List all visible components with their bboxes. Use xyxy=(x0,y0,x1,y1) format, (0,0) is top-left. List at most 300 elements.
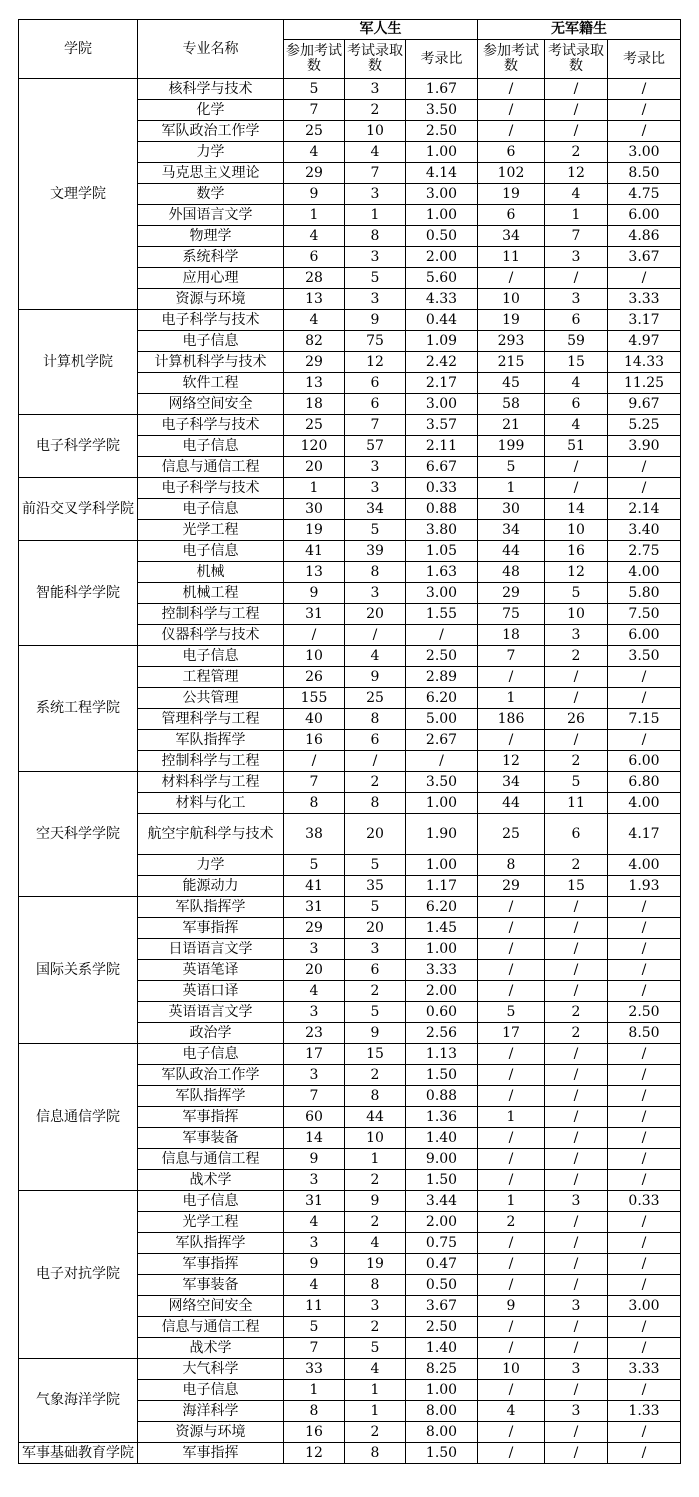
major-cell: 材料科学与工程 xyxy=(138,772,284,793)
military-applicants-cell: 16 xyxy=(284,1422,345,1443)
civilian-ratio-cell: 3.50 xyxy=(608,646,681,667)
civilian-applicants-cell: 34 xyxy=(478,520,545,541)
civilian-admitted-cell: / xyxy=(545,688,608,709)
civilian-ratio-cell: 3.33 xyxy=(608,1359,681,1380)
civilian-ratio-cell: / xyxy=(608,1212,681,1233)
civilian-applicants-cell: / xyxy=(478,960,545,981)
civilian-admitted-cell: / xyxy=(545,1086,608,1107)
table-row xyxy=(19,415,681,436)
military-admitted-cell: 75 xyxy=(345,331,406,352)
civilian-ratio-cell: 4.17 xyxy=(608,814,681,855)
military-ratio-cell: 1.05 xyxy=(406,541,478,562)
civilian-ratio-cell: 11.25 xyxy=(608,373,681,394)
major-cell: 外国语言文学 xyxy=(138,205,284,226)
military-admitted-cell: 44 xyxy=(345,1107,406,1128)
military-ratio-cell: 3.00 xyxy=(406,394,478,415)
military-ratio-cell: / xyxy=(406,625,478,646)
military-ratio-cell: 3.57 xyxy=(406,415,478,436)
military-admitted-cell: 9 xyxy=(345,310,406,331)
civilian-ratio-cell: / xyxy=(608,667,681,688)
civilian-applicants-cell: / xyxy=(478,1338,545,1359)
header-civilian-admitted: 考试录取数 xyxy=(545,40,608,79)
military-applicants-cell: 29 xyxy=(284,352,345,373)
major-cell: 军队政治工作学 xyxy=(138,121,284,142)
civilian-ratio-cell: 3.33 xyxy=(608,289,681,310)
major-cell: 军队指挥学 xyxy=(138,1086,284,1107)
civilian-admitted-cell: 3 xyxy=(545,289,608,310)
civilian-applicants-cell: 10 xyxy=(478,1359,545,1380)
military-applicants-cell: 155 xyxy=(284,688,345,709)
military-admitted-cell: 6 xyxy=(345,960,406,981)
civilian-admitted-cell: 3 xyxy=(545,247,608,268)
military-applicants-cell: 16 xyxy=(284,730,345,751)
civilian-admitted-cell: / xyxy=(545,1170,608,1191)
military-applicants-cell: 13 xyxy=(284,562,345,583)
military-admitted-cell: 34 xyxy=(345,499,406,520)
military-ratio-cell: 2.00 xyxy=(406,1212,478,1233)
college-cell: 前沿交叉学科学院 xyxy=(19,478,138,541)
civilian-admitted-cell: 12 xyxy=(545,163,608,184)
civilian-admitted-cell: 16 xyxy=(545,541,608,562)
major-cell: 军队指挥学 xyxy=(138,897,284,918)
military-ratio-cell: 3.00 xyxy=(406,184,478,205)
military-ratio-cell: 2.00 xyxy=(406,981,478,1002)
military-ratio-cell: 1.50 xyxy=(406,1065,478,1086)
major-cell: 公共管理 xyxy=(138,688,284,709)
table-row xyxy=(19,478,681,499)
major-cell: 马克思主义理论 xyxy=(138,163,284,184)
civilian-ratio-cell: 3.90 xyxy=(608,436,681,457)
major-cell: 信息与通信工程 xyxy=(138,457,284,478)
civilian-ratio-cell: / xyxy=(608,478,681,499)
military-ratio-cell: 3.50 xyxy=(406,772,478,793)
military-admitted-cell: 10 xyxy=(345,1128,406,1149)
military-applicants-cell: 28 xyxy=(284,268,345,289)
civilian-applicants-cell: 19 xyxy=(478,310,545,331)
civilian-ratio-cell: / xyxy=(608,1086,681,1107)
civilian-ratio-cell: / xyxy=(608,1275,681,1296)
civilian-ratio-cell: / xyxy=(608,1107,681,1128)
civilian-admitted-cell: 3 xyxy=(545,1191,608,1212)
military-ratio-cell: 0.60 xyxy=(406,1002,478,1023)
civilian-admitted-cell: / xyxy=(545,1044,608,1065)
civilian-applicants-cell: 5 xyxy=(478,1002,545,1023)
military-ratio-cell: 2.00 xyxy=(406,247,478,268)
military-applicants-cell: 7 xyxy=(284,1086,345,1107)
civilian-applicants-cell: 44 xyxy=(478,541,545,562)
civilian-admitted-cell: / xyxy=(545,667,608,688)
civilian-admitted-cell: / xyxy=(545,100,608,121)
civilian-ratio-cell: / xyxy=(608,1317,681,1338)
military-admitted-cell: 19 xyxy=(345,1254,406,1275)
military-ratio-cell: 4.33 xyxy=(406,289,478,310)
military-admitted-cell: 1 xyxy=(345,1380,406,1401)
major-cell: 军事装备 xyxy=(138,1128,284,1149)
civilian-applicants-cell: 1 xyxy=(478,1191,545,1212)
military-applicants-cell: 5 xyxy=(284,1317,345,1338)
civilian-applicants-cell: / xyxy=(478,1065,545,1086)
military-admitted-cell: 9 xyxy=(345,667,406,688)
civilian-applicants-cell: 5 xyxy=(478,457,545,478)
civilian-admitted-cell: 3 xyxy=(545,1296,608,1317)
civilian-admitted-cell: / xyxy=(545,1149,608,1170)
military-admitted-cell: / xyxy=(345,751,406,772)
military-admitted-cell: 2 xyxy=(345,1212,406,1233)
military-applicants-cell: 30 xyxy=(284,499,345,520)
military-admitted-cell: 8 xyxy=(345,793,406,814)
civilian-ratio-cell: / xyxy=(608,730,681,751)
military-applicants-cell: / xyxy=(284,625,345,646)
military-ratio-cell: 2.42 xyxy=(406,352,478,373)
military-applicants-cell: 29 xyxy=(284,918,345,939)
civilian-ratio-cell: / xyxy=(608,939,681,960)
military-admitted-cell: 6 xyxy=(345,373,406,394)
civilian-admitted-cell: 15 xyxy=(545,876,608,897)
table-row xyxy=(19,310,681,331)
military-applicants-cell: 10 xyxy=(284,646,345,667)
civilian-admitted-cell: 10 xyxy=(545,520,608,541)
civilian-admitted-cell: / xyxy=(545,268,608,289)
military-ratio-cell: 3.80 xyxy=(406,520,478,541)
civilian-ratio-cell: 3.40 xyxy=(608,520,681,541)
civilian-admitted-cell: 2 xyxy=(545,646,608,667)
civilian-admitted-cell: 4 xyxy=(545,184,608,205)
civilian-admitted-cell: / xyxy=(545,1254,608,1275)
military-admitted-cell: 8 xyxy=(345,226,406,247)
military-applicants-cell: 12 xyxy=(284,1443,345,1464)
military-ratio-cell: 1.13 xyxy=(406,1044,478,1065)
military-applicants-cell: 14 xyxy=(284,1128,345,1149)
military-ratio-cell: 1.40 xyxy=(406,1128,478,1149)
civilian-applicants-cell: 17 xyxy=(478,1023,545,1044)
military-admitted-cell: 7 xyxy=(345,415,406,436)
civilian-ratio-cell: / xyxy=(608,688,681,709)
military-admitted-cell: 2 xyxy=(345,1422,406,1443)
civilian-applicants-cell: / xyxy=(478,1380,545,1401)
civilian-admitted-cell: 51 xyxy=(545,436,608,457)
header-military-applicants: 参加考试数 xyxy=(284,40,345,79)
major-cell: 资源与环境 xyxy=(138,289,284,310)
military-ratio-cell: 5.00 xyxy=(406,709,478,730)
major-cell: 光学工程 xyxy=(138,520,284,541)
civilian-applicants-cell: 11 xyxy=(478,247,545,268)
header-civilian-ratio: 考录比 xyxy=(608,40,681,79)
military-applicants-cell: 18 xyxy=(284,394,345,415)
civilian-admitted-cell: 10 xyxy=(545,604,608,625)
military-ratio-cell: 1.67 xyxy=(406,79,478,100)
civilian-ratio-cell: / xyxy=(608,918,681,939)
college-cell: 文理学院 xyxy=(19,79,138,310)
military-admitted-cell: 3 xyxy=(345,79,406,100)
civilian-applicants-cell: 186 xyxy=(478,709,545,730)
civilian-ratio-cell: / xyxy=(608,897,681,918)
military-applicants-cell: 4 xyxy=(284,1275,345,1296)
table-row xyxy=(19,1443,681,1464)
military-applicants-cell: 82 xyxy=(284,331,345,352)
military-applicants-cell: 40 xyxy=(284,709,345,730)
civilian-admitted-cell: 2 xyxy=(545,751,608,772)
military-admitted-cell: 6 xyxy=(345,730,406,751)
civilian-ratio-cell: / xyxy=(608,1254,681,1275)
civilian-admitted-cell: 6 xyxy=(545,394,608,415)
civilian-admitted-cell: 12 xyxy=(545,562,608,583)
civilian-applicants-cell: / xyxy=(478,79,545,100)
military-admitted-cell: 8 xyxy=(345,1443,406,1464)
civilian-applicants-cell: 1 xyxy=(478,688,545,709)
military-applicants-cell: 1 xyxy=(284,1380,345,1401)
military-applicants-cell: / xyxy=(284,751,345,772)
military-ratio-cell: 3.50 xyxy=(406,100,478,121)
military-admitted-cell: 2 xyxy=(345,981,406,1002)
major-cell: 英语语言文学 xyxy=(138,1002,284,1023)
civilian-applicants-cell: / xyxy=(478,1254,545,1275)
military-ratio-cell: 2.11 xyxy=(406,436,478,457)
major-cell: 管理科学与工程 xyxy=(138,709,284,730)
civilian-ratio-cell: 3.00 xyxy=(608,142,681,163)
civilian-admitted-cell: / xyxy=(545,1422,608,1443)
military-admitted-cell: 3 xyxy=(345,1296,406,1317)
table-row xyxy=(19,772,681,793)
civilian-applicants-cell: 6 xyxy=(478,142,545,163)
civilian-ratio-cell: 5.80 xyxy=(608,583,681,604)
college-cell: 电子对抗学院 xyxy=(19,1191,138,1359)
civilian-applicants-cell: 34 xyxy=(478,772,545,793)
civilian-applicants-cell: / xyxy=(478,1149,545,1170)
civilian-applicants-cell: / xyxy=(478,939,545,960)
header-group-military: 军人生 xyxy=(284,20,478,40)
military-applicants-cell: 3 xyxy=(284,1065,345,1086)
civilian-applicants-cell: 19 xyxy=(478,184,545,205)
major-cell: 应用心理 xyxy=(138,268,284,289)
civilian-ratio-cell: / xyxy=(608,960,681,981)
military-applicants-cell: 9 xyxy=(284,1254,345,1275)
civilian-applicants-cell: / xyxy=(478,1170,545,1191)
military-applicants-cell: 17 xyxy=(284,1044,345,1065)
civilian-applicants-cell: / xyxy=(478,1422,545,1443)
civilian-ratio-cell: / xyxy=(608,1443,681,1464)
civilian-applicants-cell: 293 xyxy=(478,331,545,352)
college-cell: 气象海洋学院 xyxy=(19,1359,138,1443)
military-applicants-cell: 1 xyxy=(284,205,345,226)
major-cell: 资源与环境 xyxy=(138,1422,284,1443)
civilian-ratio-cell: 8.50 xyxy=(608,163,681,184)
military-ratio-cell: 0.44 xyxy=(406,310,478,331)
college-cell: 国际关系学院 xyxy=(19,897,138,1044)
military-ratio-cell: 1.50 xyxy=(406,1170,478,1191)
military-applicants-cell: 23 xyxy=(284,1023,345,1044)
military-applicants-cell: 33 xyxy=(284,1359,345,1380)
civilian-applicants-cell: 102 xyxy=(478,163,545,184)
military-ratio-cell: 6.20 xyxy=(406,688,478,709)
major-cell: 军队指挥学 xyxy=(138,730,284,751)
military-ratio-cell: 2.50 xyxy=(406,121,478,142)
civilian-admitted-cell: / xyxy=(545,1128,608,1149)
military-ratio-cell: 1.00 xyxy=(406,142,478,163)
civilian-applicants-cell: / xyxy=(478,1233,545,1254)
civilian-admitted-cell: 6 xyxy=(545,310,608,331)
civilian-ratio-cell: 4.97 xyxy=(608,331,681,352)
major-cell: 机械 xyxy=(138,562,284,583)
military-ratio-cell: 1.00 xyxy=(406,939,478,960)
civilian-applicants-cell: 9 xyxy=(478,1296,545,1317)
civilian-admitted-cell: 59 xyxy=(545,331,608,352)
military-applicants-cell: 4 xyxy=(284,226,345,247)
civilian-admitted-cell: / xyxy=(545,121,608,142)
major-cell: 电子信息 xyxy=(138,541,284,562)
civilian-ratio-cell: / xyxy=(608,1044,681,1065)
military-applicants-cell: 38 xyxy=(284,814,345,855)
military-applicants-cell: 3 xyxy=(284,1002,345,1023)
civilian-ratio-cell: / xyxy=(608,79,681,100)
major-cell: 电子科学与技术 xyxy=(138,310,284,331)
table-row xyxy=(19,1044,681,1065)
military-ratio-cell: 6.67 xyxy=(406,457,478,478)
major-cell: 英语口译 xyxy=(138,981,284,1002)
civilian-ratio-cell: / xyxy=(608,981,681,1002)
civilian-applicants-cell: 25 xyxy=(478,814,545,855)
major-cell: 军事指挥 xyxy=(138,918,284,939)
major-cell: 战术学 xyxy=(138,1338,284,1359)
military-admitted-cell: 8 xyxy=(345,1086,406,1107)
military-applicants-cell: 3 xyxy=(284,1170,345,1191)
military-admitted-cell: 57 xyxy=(345,436,406,457)
civilian-admitted-cell: / xyxy=(545,1065,608,1086)
military-admitted-cell: 9 xyxy=(345,1023,406,1044)
civilian-ratio-cell: 2.14 xyxy=(608,499,681,520)
military-admitted-cell: 1 xyxy=(345,1401,406,1422)
civilian-applicants-cell: / xyxy=(478,1443,545,1464)
civilian-admitted-cell: 2 xyxy=(545,1023,608,1044)
civilian-ratio-cell: / xyxy=(608,100,681,121)
header-college: 学院 xyxy=(19,20,138,79)
military-ratio-cell: 0.88 xyxy=(406,1086,478,1107)
military-admitted-cell: 8 xyxy=(345,709,406,730)
civilian-ratio-cell: 3.67 xyxy=(608,247,681,268)
civilian-ratio-cell: / xyxy=(608,1422,681,1443)
military-ratio-cell: 1.55 xyxy=(406,604,478,625)
civilian-applicants-cell: 34 xyxy=(478,226,545,247)
major-cell: 电子信息 xyxy=(138,646,284,667)
civilian-applicants-cell: / xyxy=(478,667,545,688)
civilian-admitted-cell: 2 xyxy=(545,1002,608,1023)
civilian-applicants-cell: 12 xyxy=(478,751,545,772)
civilian-ratio-cell: 1.33 xyxy=(608,1401,681,1422)
civilian-ratio-cell: 8.50 xyxy=(608,1023,681,1044)
civilian-applicants-cell: / xyxy=(478,1086,545,1107)
header-civilian-applicants: 参加考试数 xyxy=(478,40,545,79)
civilian-admitted-cell: 5 xyxy=(545,583,608,604)
civilian-applicants-cell: / xyxy=(478,1128,545,1149)
military-admitted-cell: 4 xyxy=(345,1233,406,1254)
military-ratio-cell: 2.50 xyxy=(406,1317,478,1338)
military-ratio-cell: 9.00 xyxy=(406,1149,478,1170)
military-ratio-cell: 8.00 xyxy=(406,1401,478,1422)
military-applicants-cell: 25 xyxy=(284,121,345,142)
military-ratio-cell: 6.20 xyxy=(406,897,478,918)
civilian-ratio-cell: / xyxy=(608,121,681,142)
civilian-ratio-cell: 6.00 xyxy=(608,625,681,646)
major-cell: 军事指挥 xyxy=(138,1443,284,1464)
college-cell: 信息通信学院 xyxy=(19,1044,138,1191)
military-applicants-cell: 25 xyxy=(284,415,345,436)
military-ratio-cell: 0.75 xyxy=(406,1233,478,1254)
military-ratio-cell: 1.63 xyxy=(406,562,478,583)
military-admitted-cell: 9 xyxy=(345,1191,406,1212)
military-ratio-cell: 8.00 xyxy=(406,1422,478,1443)
military-admitted-cell: 4 xyxy=(345,646,406,667)
civilian-ratio-cell: 6.00 xyxy=(608,751,681,772)
civilian-admitted-cell: / xyxy=(545,939,608,960)
military-admitted-cell: 5 xyxy=(345,520,406,541)
military-admitted-cell: 3 xyxy=(345,478,406,499)
major-cell: 海洋科学 xyxy=(138,1401,284,1422)
civilian-admitted-cell: 4 xyxy=(545,373,608,394)
military-admitted-cell: 20 xyxy=(345,918,406,939)
table-row xyxy=(19,897,681,918)
civilian-applicants-cell: 48 xyxy=(478,562,545,583)
civilian-applicants-cell: / xyxy=(478,897,545,918)
civilian-admitted-cell: 7 xyxy=(545,226,608,247)
military-ratio-cell: 1.90 xyxy=(406,814,478,855)
military-ratio-cell: 8.25 xyxy=(406,1359,478,1380)
college-cell: 空天科学学院 xyxy=(19,772,138,897)
major-cell: 大气科学 xyxy=(138,1359,284,1380)
military-admitted-cell: 2 xyxy=(345,1317,406,1338)
major-cell: 日语语言文学 xyxy=(138,939,284,960)
military-applicants-cell: 9 xyxy=(284,583,345,604)
military-ratio-cell: 1.00 xyxy=(406,855,478,876)
major-cell: 力学 xyxy=(138,142,284,163)
military-ratio-cell: 1.00 xyxy=(406,793,478,814)
civilian-applicants-cell: 215 xyxy=(478,352,545,373)
military-applicants-cell: 3 xyxy=(284,1233,345,1254)
civilian-admitted-cell: / xyxy=(545,981,608,1002)
civilian-applicants-cell: / xyxy=(478,121,545,142)
civilian-admitted-cell: 14 xyxy=(545,499,608,520)
civilian-ratio-cell: 7.50 xyxy=(608,604,681,625)
civilian-admitted-cell: 2 xyxy=(545,855,608,876)
military-admitted-cell: 5 xyxy=(345,1338,406,1359)
civilian-applicants-cell: / xyxy=(478,1044,545,1065)
civilian-admitted-cell: / xyxy=(545,1107,608,1128)
major-cell: 电子信息 xyxy=(138,1044,284,1065)
civilian-ratio-cell: / xyxy=(608,1170,681,1191)
major-cell: 工程管理 xyxy=(138,667,284,688)
civilian-admitted-cell: / xyxy=(545,1212,608,1233)
civilian-ratio-cell: 4.00 xyxy=(608,793,681,814)
military-admitted-cell: 3 xyxy=(345,247,406,268)
military-admitted-cell: 35 xyxy=(345,876,406,897)
military-applicants-cell: 41 xyxy=(284,876,345,897)
major-cell: 核科学与技术 xyxy=(138,79,284,100)
civilian-admitted-cell: 5 xyxy=(545,772,608,793)
military-applicants-cell: 11 xyxy=(284,1296,345,1317)
military-applicants-cell: 60 xyxy=(284,1107,345,1128)
civilian-applicants-cell: / xyxy=(478,268,545,289)
military-applicants-cell: 4 xyxy=(284,1212,345,1233)
civilian-ratio-cell: 3.17 xyxy=(608,310,681,331)
military-ratio-cell: 0.47 xyxy=(406,1254,478,1275)
military-admitted-cell: 7 xyxy=(345,163,406,184)
major-cell: 数学 xyxy=(138,184,284,205)
major-cell: 电子科学与技术 xyxy=(138,415,284,436)
military-ratio-cell: 2.56 xyxy=(406,1023,478,1044)
major-cell: 电子信息 xyxy=(138,499,284,520)
civilian-admitted-cell: / xyxy=(545,1275,608,1296)
military-applicants-cell: 4 xyxy=(284,981,345,1002)
civilian-applicants-cell: / xyxy=(478,918,545,939)
civilian-admitted-cell: 4 xyxy=(545,415,608,436)
